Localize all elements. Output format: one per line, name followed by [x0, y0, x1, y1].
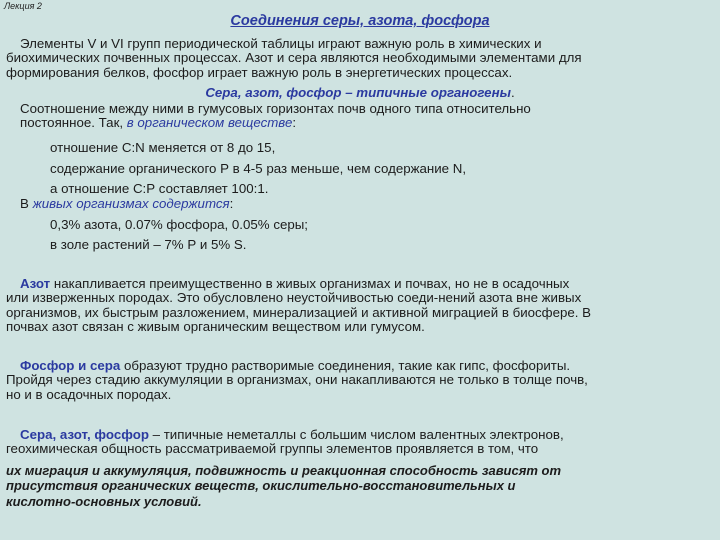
- living-prefix: В: [20, 196, 33, 211]
- lecture-header: Лекция 2: [4, 1, 42, 11]
- intro-line: Элементы V и VI групп периодической таблицы играют важную роль в химических и: [20, 36, 542, 51]
- nitrogen-line: или изверженных породах. Это обусловлено неустойчивостью соеди-нений азота вне живых: [6, 290, 582, 306]
- living-list: [50, 215, 308, 255]
- intro-paragraph: [6, 37, 716, 80]
- summary-line: присутствия органических веществ, окислительно-восстановительных и: [6, 478, 516, 494]
- nonmetals-line: геохимическая общность рассматриваемой группы элементов проявляется в том, что: [6, 441, 539, 457]
- nitrogen-line: [6, 277, 716, 291]
- organogens-heading: [0, 86, 720, 100]
- summary-line: их миграция и аккумуляция, подвижность и реакционная способность зависят от: [6, 463, 562, 478]
- summary-line: кислотно-основных условий.: [6, 493, 202, 509]
- slide-title: Соединения серы, азота, фосфора: [230, 13, 490, 29]
- living-suffix: :: [229, 196, 234, 211]
- ratio-item: содержание органического Р в 4-5 раз меньше, чем содержание N,: [50, 160, 467, 176]
- phos-sulfur-line: Пройдя через стадию аккумуляции в организмах, они накапливаются не только в толще почв,: [6, 372, 588, 388]
- ratio-item: отношение C:N меняется от 8 до 15,: [50, 140, 276, 155]
- ratio-line: Соотношение между ними в гумусовых горизонтах почв одного типа относительно: [20, 101, 531, 116]
- nonmetals-line: [6, 428, 716, 442]
- summary-paragraph: [6, 463, 706, 509]
- nonmetals-paragraph: [6, 428, 716, 457]
- living-heading: [20, 197, 233, 211]
- intro-line: формирования белков, фосфор играет важную роль в энергетических процессах.: [6, 64, 513, 80]
- intro-line: биохимических почвенных процессах. Азот и сера являются необходимыми элементами для: [6, 50, 582, 66]
- ratio-line-prefix: постоянное. Так,: [20, 115, 127, 131]
- phos-sulfur-line: [6, 359, 716, 373]
- phos-sulfur-line-rest: образуют трудно растворимые соединения, такие как гипс, фосфориты.: [120, 358, 571, 373]
- organogens-dot: .: [510, 85, 515, 100]
- ratio-item: а отношение С:Р составляет 100:1.: [50, 181, 269, 196]
- nonmetals-line-rest: – типичные неметаллы с большим числом валентных электронов,: [148, 427, 564, 442]
- ratio-line-suffix: :: [292, 115, 297, 131]
- nonmetals-term: Сера, азот, фосфор: [20, 427, 149, 442]
- ratio-highlight: в органическом веществе: [126, 115, 293, 131]
- phos-sulfur-line: но и в осадочных породах.: [6, 386, 172, 402]
- ratio-list: [50, 138, 466, 200]
- phos-sulfur-paragraph: [6, 359, 716, 402]
- ratio-paragraph: [6, 102, 716, 131]
- nitrogen-line: почвах азот связан с живым органическим веществом или гумусом.: [6, 319, 425, 335]
- living-item: в золе растений – 7% Р и 5% S.: [50, 237, 247, 252]
- phos-sulfur-term: Фосфор и сера: [20, 358, 121, 373]
- nitrogen-paragraph: [6, 277, 716, 335]
- organogens-text: Сера, азот, фосфор – типичные органогены: [205, 85, 511, 100]
- living-highlight: живых организмах содержится: [32, 196, 230, 211]
- nitrogen-term: Азот: [20, 276, 51, 291]
- living-item: 0,3% азота, 0.07% фосфора, 0.05% серы;: [50, 217, 309, 232]
- nitrogen-line: организмов, их быстрым разложением, минерализацией и активной миграцией в биосфере. В: [6, 304, 592, 320]
- ratio-line: [6, 116, 716, 130]
- nitrogen-line-rest: накапливается преимущественно в живых организмах и почвах, но не в осадочных: [50, 276, 570, 291]
